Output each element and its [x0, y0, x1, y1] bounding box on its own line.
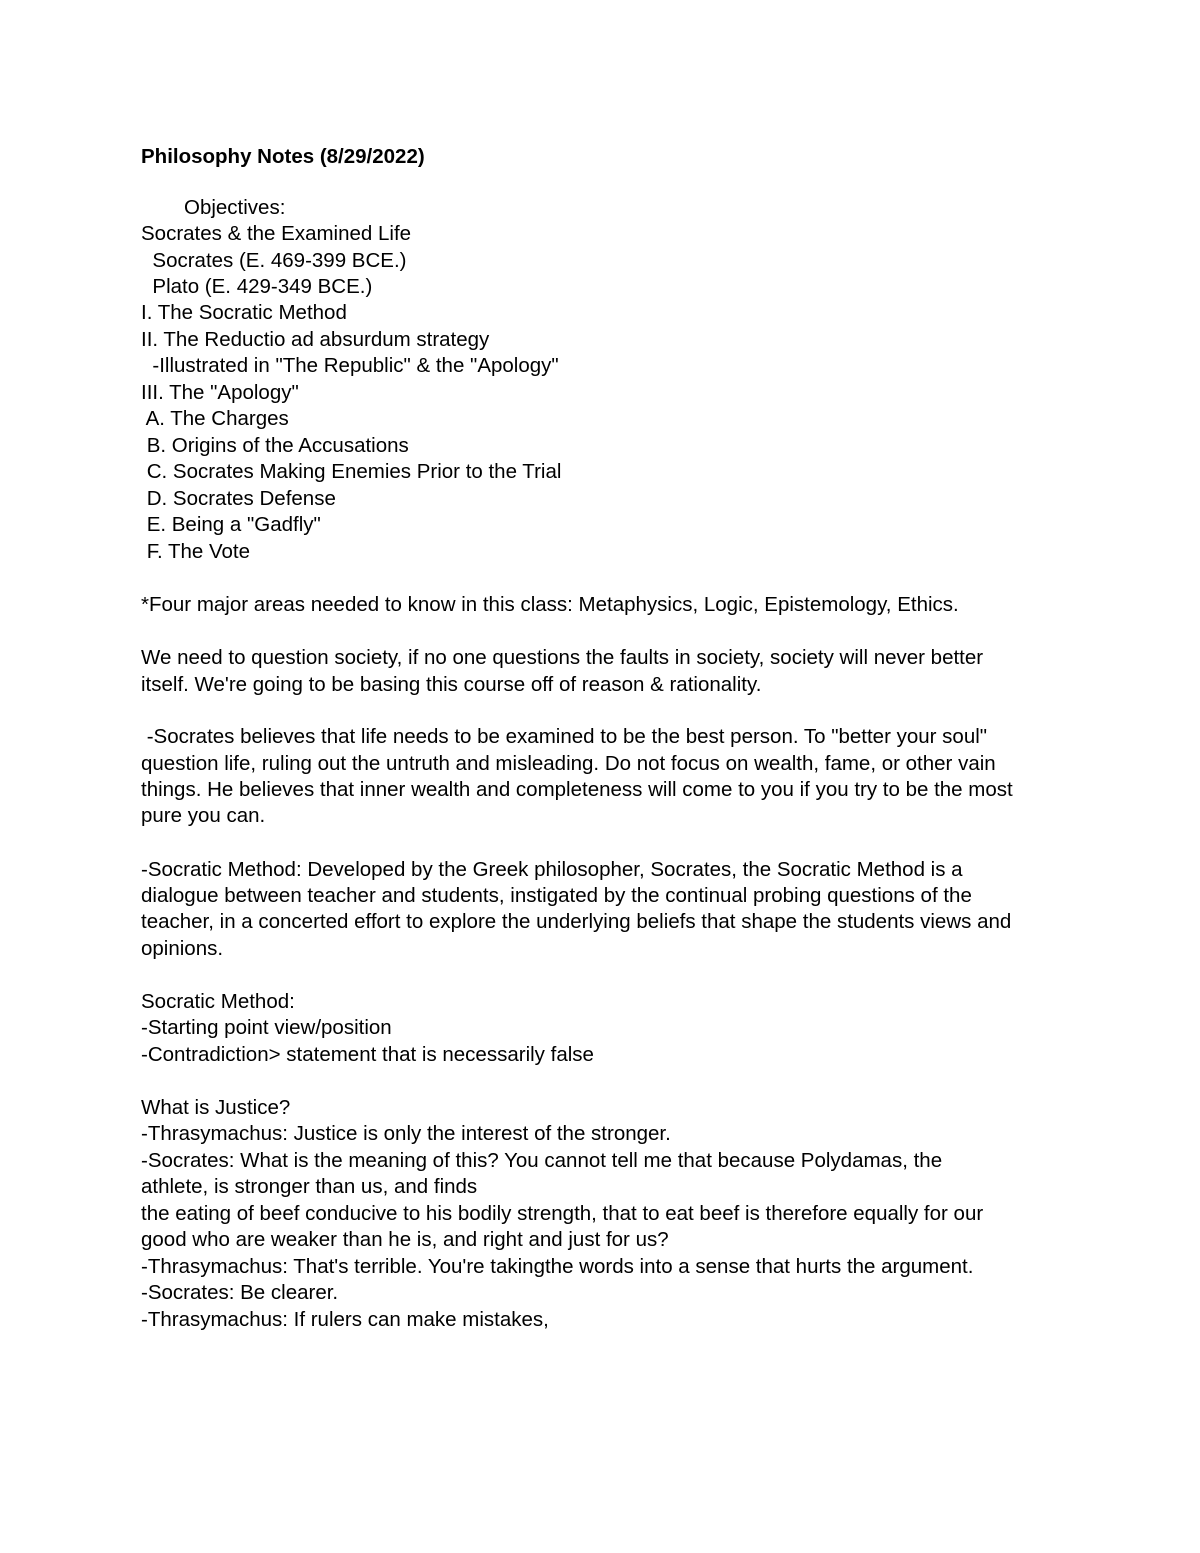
- outline-item: -Illustrated in "The Republic" & the "Apology": [141, 354, 559, 377]
- dialogue-line: athlete, is stronger than us, and finds: [141, 1175, 478, 1198]
- outline-item: A. The Charges: [141, 407, 289, 430]
- outline-item: III. The "Apology": [141, 381, 299, 404]
- paragraph-line: question life, ruling out the untruth and misleading. Do not focus on wealth, fame, or other vain: [141, 752, 996, 775]
- list-item: -Contradiction> statement that is necessarily false: [141, 1043, 594, 1066]
- page-title: Philosophy Notes (8/29/2022): [141, 145, 425, 168]
- list-item: -Starting point view/position: [141, 1016, 392, 1039]
- outline-item: I. The Socratic Method: [141, 301, 347, 324]
- list-heading: Socratic Method:: [141, 990, 295, 1013]
- objectives-heading: Objectives:: [184, 196, 286, 219]
- dialogue-line: the eating of beef conducive to his bodily strength, that to eat beef is therefore equally for our: [141, 1202, 984, 1225]
- outline-item: C. Socrates Making Enemies Prior to the Trial: [141, 460, 562, 483]
- paragraph-line: We need to question society, if no one questions the faults in society, society will never better: [141, 646, 984, 669]
- paragraph-line: teacher, in a concerted effort to explore the underlying beliefs that shape the students views and: [141, 910, 1012, 933]
- outline-item: Plato (E. 429-349 BCE.): [141, 275, 373, 298]
- paragraph-line: -Socrates believes that life needs to be examined to be the best person. To "better your soul": [141, 725, 988, 748]
- dialogue-line: -Thrasymachus: That's terrible. You're takingthe words into a sense that hurts the argument.: [141, 1255, 974, 1278]
- outline-item: B. Origins of the Accusations: [141, 434, 409, 457]
- paragraph-line: pure you can.: [141, 804, 266, 827]
- dialogue-line: -Socrates: Be clearer.: [141, 1281, 339, 1304]
- outline-item: Socrates & the Examined Life: [141, 222, 412, 245]
- paragraph-line: things. He believes that inner wealth and completeness will come to you if you try to be the most: [141, 778, 1013, 801]
- outline-item: E. Being a "Gadfly": [141, 513, 321, 536]
- dialogue-line: -Socrates: What is the meaning of this? You cannot tell me that because Polydamas, the: [141, 1149, 943, 1172]
- paragraph-line: opinions.: [141, 937, 224, 960]
- outline-item: D. Socrates Defense: [141, 487, 336, 510]
- paragraph-line: dialogue between teacher and students, instigated by the continual probing questions of the: [141, 884, 972, 907]
- section-heading: What is Justice?: [141, 1096, 291, 1119]
- dialogue-line: good who are weaker than he is, and right and just for us?: [141, 1228, 669, 1251]
- four-areas-note: *Four major areas needed to know in this class: Metaphysics, Logic, Epistemology, Ethics.: [141, 593, 959, 616]
- paragraph-line: -Socratic Method: Developed by the Greek philosopher, Socrates, the Socratic Method is a: [141, 858, 963, 881]
- outline-item: Socrates (E. 469-399 BCE.): [141, 249, 407, 272]
- outline-item: F. The Vote: [141, 540, 251, 563]
- dialogue-line: -Thrasymachus: If rulers can make mistakes,: [141, 1308, 549, 1331]
- dialogue-line: -Thrasymachus: Justice is only the interest of the stronger.: [141, 1122, 671, 1145]
- paragraph-line: itself. We're going to be basing this course off of reason & rationality.: [141, 673, 762, 696]
- outline-item: II. The Reductio ad absurdum strategy: [141, 328, 490, 351]
